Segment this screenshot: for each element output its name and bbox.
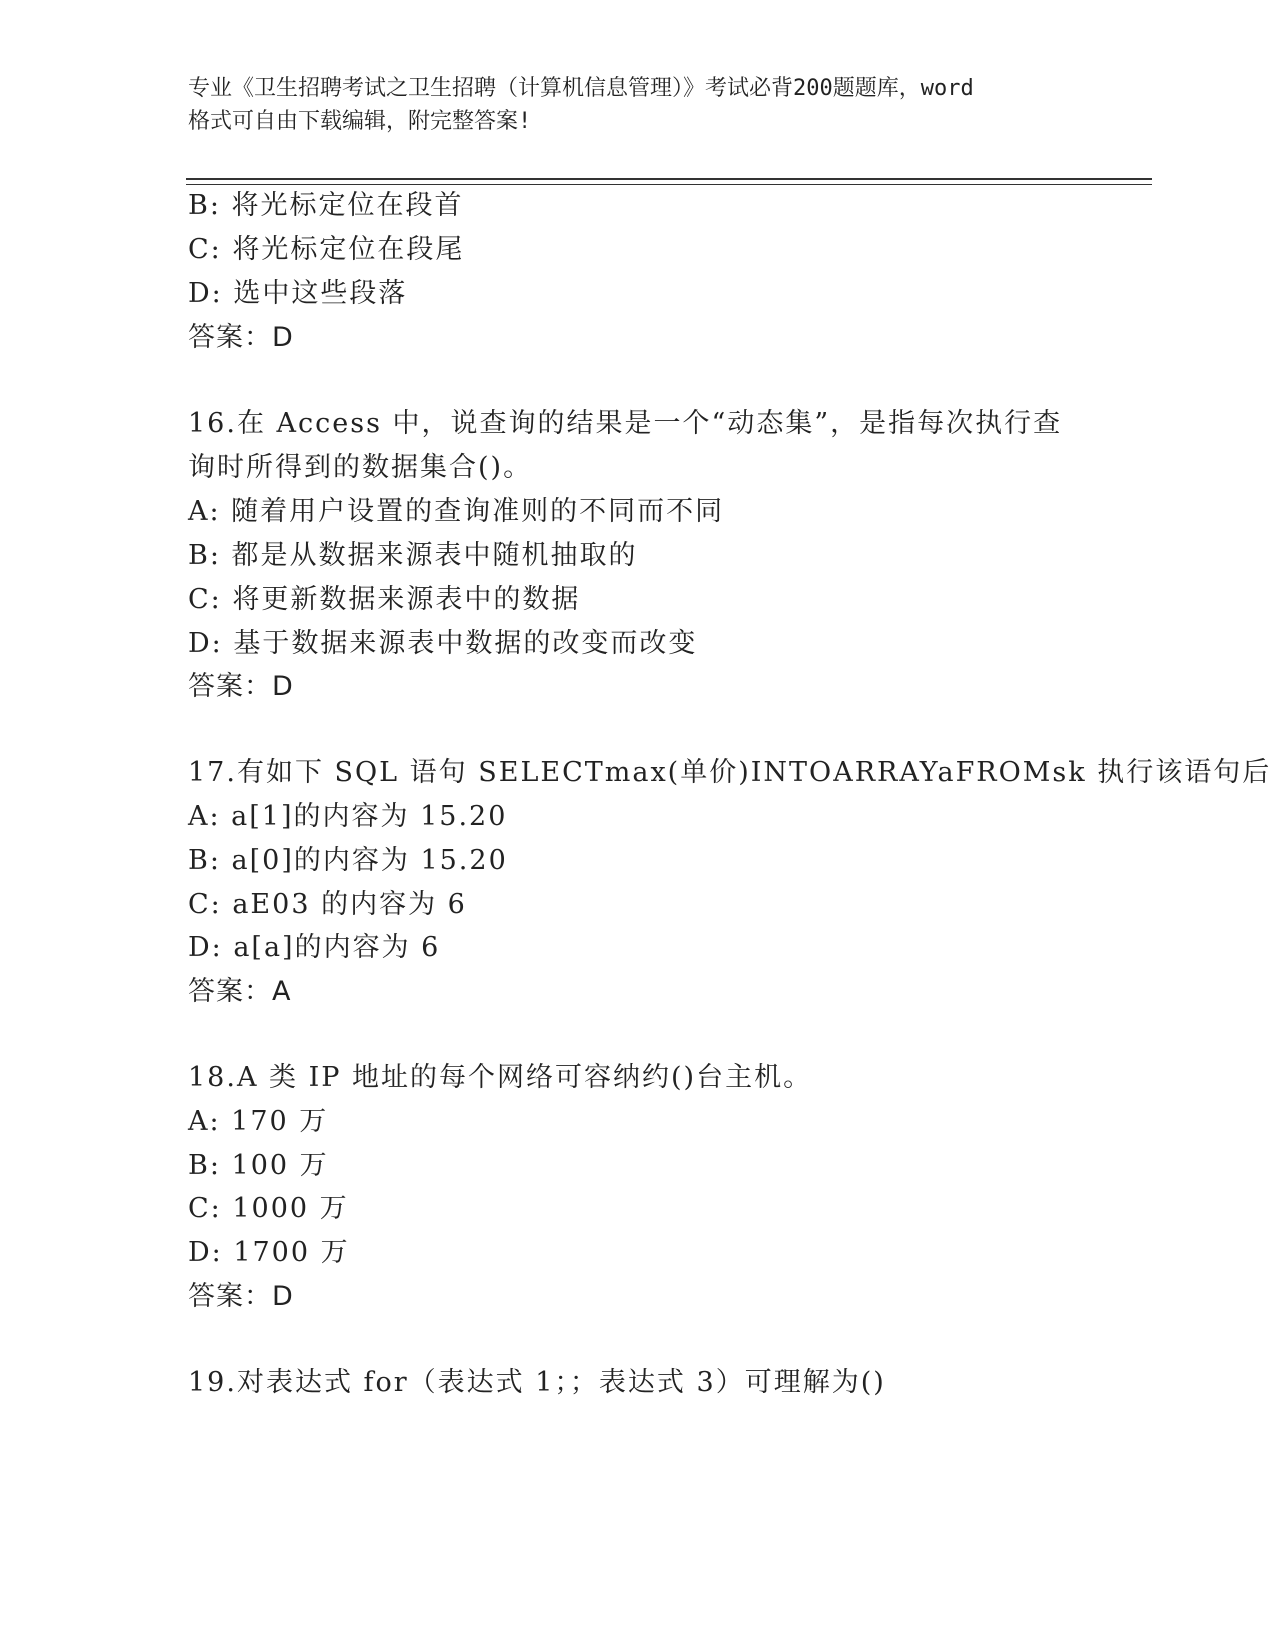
q16-stem-line-2: 询时所得到的数据集合()。 <box>188 452 533 483</box>
header-divider-thin <box>186 184 1152 185</box>
q16-option-c: C: 将更新数据来源表中的数据 <box>188 584 581 615</box>
q16-stem-line-1: 16.在 Access 中，说查询的结果是一个“动态集”，是指每次执行查 <box>188 408 1063 439</box>
header-divider-thick <box>186 178 1152 180</box>
q15-option-d: D: 选中这些段落 <box>188 278 408 309</box>
q17-stem-line-1: 17.有如下 SQL 语句 SELECTmax(单价)INTOARRAYaFROMsk 执行该语句后 <box>188 757 1272 788</box>
header-line-2: 格式可自由下载编辑，附完整答案! <box>188 109 532 134</box>
q16-option-d: D: 基于数据来源表中数据的改变而改变 <box>188 628 698 659</box>
q18-option-c: C: 1000 万 <box>188 1193 349 1224</box>
q15-option-b: B: 将光标定位在段首 <box>188 190 464 221</box>
q17-option-a: A: a[1]的内容为 15.20 <box>188 801 508 832</box>
q19-stem-line-1: 19.对表达式 for（表达式 1；；表达式 3）可理解为() <box>188 1367 886 1398</box>
q16-answer: 答案：D <box>188 671 294 702</box>
q15-option-c: C: 将光标定位在段尾 <box>188 234 465 265</box>
header-line-1: 专业《卫生招聘考试之卫生招聘（计算机信息管理）》考试必背200题题库，word <box>188 76 974 101</box>
q18-answer: 答案：D <box>188 1281 294 1312</box>
document-header <box>188 72 1088 138</box>
q17-option-d: D: a[a]的内容为 6 <box>188 932 441 963</box>
q15-answer: 答案：D <box>188 322 294 353</box>
q18-option-a: A: 170 万 <box>188 1106 329 1137</box>
q16-option-a: A: 随着用户设置的查询准则的不同而不同 <box>188 496 725 527</box>
q18-option-d: D: 1700 万 <box>188 1237 350 1268</box>
q17-option-b: B: a[0]的内容为 15.20 <box>188 845 508 876</box>
q17-answer: 答案：A <box>188 976 292 1007</box>
q18-option-b: B: 100 万 <box>188 1150 329 1181</box>
q17-option-c: C: aE03 的内容为 6 <box>188 889 467 920</box>
q16-option-b: B: 都是从数据来源表中随机抽取的 <box>188 540 638 571</box>
q18-stem-line-1: 18.A 类 IP 地址的每个网络可容纳约()台主机。 <box>188 1062 813 1093</box>
